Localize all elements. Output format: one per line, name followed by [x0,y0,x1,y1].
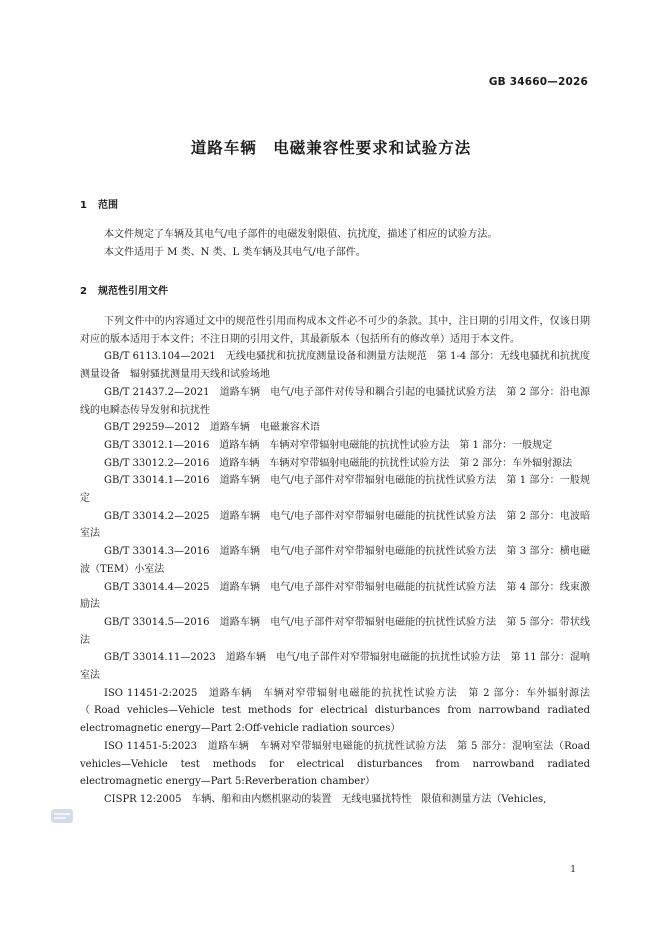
reference-item: GB/T 33014.3—2016 道路车辆 电气/电子部件对窄带辐射电磁能的抗扰性试验方法 第 3 部分：横电磁波（TEM）小室法 [80,546,590,575]
reference-item: GB/T 33014.2—2025 道路车辆 电气/电子部件对窄带辐射电磁能的抗扰性试验方法 第 2 部分：电波暗室法 [80,510,590,540]
reference-item: ISO 11451-5:2023 道路车辆 车辆对窄带辐射电磁能的抗扰性试验方法 第 5 部分：混响室法（Road vehicles—Vehicle test methods for electrical disturbances from narrowband radiated electromagnetic energy—Part 5:Reverberation chamber） [80,740,590,788]
section-number: 2 [80,286,87,297]
reference-item: ISO 11451-2:2025 道路车辆 车辆对窄带辐射电磁能的抗扰性试验方法 第 2 部分：车外辐射源法（Road vehicles—Vehicle test methods for electrical disturbances from narrowband radiated electromagnetic energy—Part 2:Off-vehicle radiation sources） [80,687,590,735]
reference-item: GB/T 33014.1—2016 道路车辆 电气/电子部件对窄带辐射电磁能的抗扰性试验方法 第 1 部分：一般规定 [80,475,590,505]
standard-code: GB 34660—2026 [488,76,588,88]
reference-item: GB/T 33014.4—2025 道路车辆 电气/电子部件对窄带辐射电磁能的抗扰性试验方法 第 4 部分：线束激励法 [80,581,590,611]
section-2-heading [80,282,168,297]
watermark-logo-icon [51,809,73,823]
document-title: 道路车辆 电磁兼容性要求和试验方法 [190,139,472,157]
reference-item: GB/T 33012.1—2016 道路车辆 车辆对窄带辐射电磁能的抗扰性试验方法 第 1 部分：一般规定 [104,439,553,451]
reference-item: GB/T 33012.2—2016 道路车辆 车辆对窄带辐射电磁能的抗扰性试验方法 第 2 部分：车外辐射源法 [104,457,573,469]
page-number: 1 [570,865,576,875]
reference-item: GB/T 33014.11—2023 道路车辆 电气/电子部件对窄带辐射电磁能的抗扰性试验方法 第 11 部分：混响室法 [80,652,590,682]
section-number: 1 [80,200,87,211]
reference-item: CISPR 12:2005 车辆、船和由内燃机驱动的装置 无线电骚扰特性 限值和测量方法（Vehicles, [104,793,547,805]
section-1-heading [80,196,118,211]
reference-item: GB/T 21437.2—2021 道路车辆 电气/电子部件对传导和耦合引起的电骚扰试验方法 第 2 部分：沿电源线的电瞬态传导发射和抗扰性 [80,386,590,416]
scope-paragraph-1: 本文件规定了车辆及其电气/电子部件的电磁发射限值、抗扰度，描述了相应的试验方法。 [104,229,498,240]
reference-item: GB/T 33014.5—2016 道路车辆 电气/电子部件对窄带辐射电磁能的抗扰性试验方法 第 5 部分：带状线法 [80,616,590,646]
normative-references-block [80,313,590,809]
reference-item: GB/T 29259—2012 道路车辆 电磁兼容术语 [104,422,320,434]
references-intro: 下列文件中的内容通过文中的规范性引用而构成本文件必不可少的条款。其中，注日期的引用文件，仅该日期对应的版本适用于本文件；不注日期的引用文件，其最新版本（包括所有的修改单）适用于本文件。 [80,316,590,345]
section-title: 范围 [98,200,118,211]
section-title: 规范性引用文件 [98,286,168,297]
reference-item: GB/T 6113.104—2021 无线电骚扰和抗扰度测量设备和测量方法规范 第 1-4 部分：无线电骚扰和抗扰度测量设备 辐射骚扰测量用天线和试验场地 [80,351,590,381]
scope-paragraph-2: 本文件适用于 M 类、N 类、L 类车辆及其电气/电子部件。 [104,247,366,258]
